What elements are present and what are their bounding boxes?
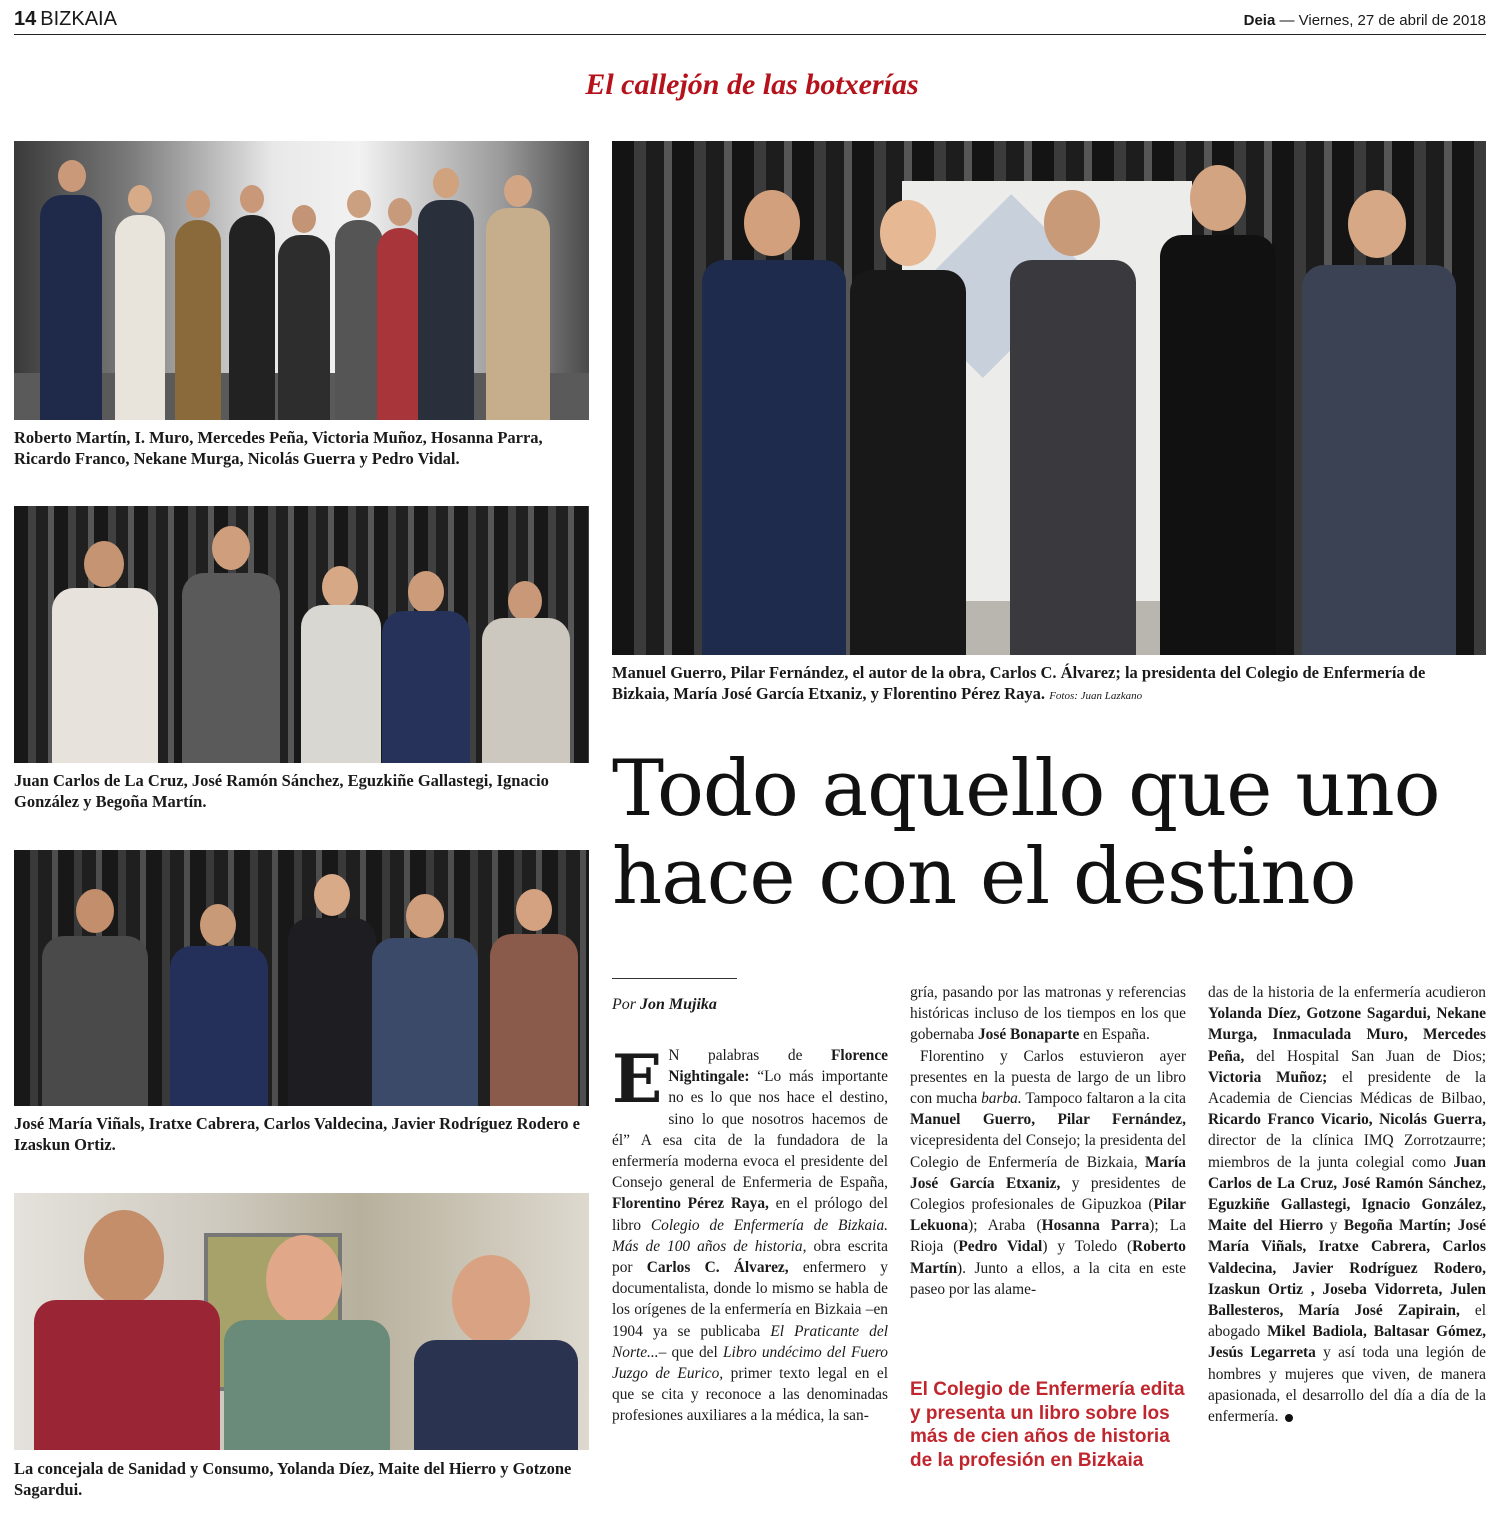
page-number: 14 [14,8,37,30]
photo-credit: Fotos: Juan Lazkano [1049,690,1143,702]
photo-3-caption: José María Viñals, Iratxe Cabrera, Carlos Valdecina, Javier Rodríguez Rodero e Izaskun Ortiz. [14,1114,580,1154]
photo-main-caption-text: Manuel Guerro, Pilar Fernández, el autor de la obra, Carlos C. Álvarez; la presidenta del Colegio de Enfermería de Bizkaia, María José García Etxaniz, y Florentino Pérez Raya. [612,663,1426,703]
article-headline: Todo aquello que uno hace con el destino [612,744,1440,922]
pull-quote: El Colegio de Enfermería edita y presenta un libro sobre los más de cien años de historia de la profesión en Bizkaia [910,1379,1185,1471]
photo-2-caption: Juan Carlos de La Cruz, José Ramón Sánchez, Eguzkiñe Gallastegi, Ignacio González y Begoña Martín. [14,771,549,811]
photo-1-caption: Roberto Martín, I. Muro, Mercedes Peña, Victoria Muñoz, Hosanna Parra, Ricardo Franco, Nekane Murga, Nicolás Guerra y Pedro Vidal. [14,428,543,468]
page-section-label [14,8,117,31]
drop-cap: E [612,1040,663,1118]
photo-group-3 [14,850,589,1106]
article-column-1: E N palabras de Florence Nightingale: “Lo más importante no es lo que nos hace el destino, sino lo que nosotros hacemos de él” A esa cita de la fundadora de la enfermería moderna evoca el presidente del Consejo general de Enfermeria de España, Florentino Pérez Raya, en el prólogo del libro Colegio de Enfermería de Bizkaia. Más de 100 años de historia, obra escrita por Carlos C. Álvarez, enfermero y documentalista, donde lo mismo se habla de los orígenes de la enfermería en Bizkaia –en 1904 ya se publicaba El Praticante del Norte...– que del Libro undécimo del Fuero Juzgo de Eurico, primer texto legal en el que se cita y reconoce a las denominadas profesiones auxiliares a la médica, la san- [612,1040,889,1425]
byline [612,996,717,1014]
photo-group-1 [14,141,589,420]
byline-author: Jon Mujika [640,996,717,1013]
photo-main [612,141,1486,655]
article-column-3: das de la historia de la enfermería acudieron Yolanda Díez, Gotzone Sagardui, Nekane Murga, Inmaculada Muro, Mercedes Peña, del Hospital San Juan de Dios; Victoria Muñoz; el presidente de la Academia de Ciencias Médicas de Bilbao, Ricardo Franco Vicario, Nicolás Guerra, director de la clínica IMQ Zorrotzaurre; miembros de la junta colegial como Juan Carlos de La Cruz, José Ramón Sánchez, Eguzkiñe Gallastegi, Ignacio González, Maite del Hierro y Begoña Martín; José María Viñals, Iratxe Cabrera, Carlos Valdecina, Javier Rodríguez Rodero, Izaskun Ortiz , Joseba Vidorreta, Julen Ballesteros, María José Zapirain, el abogado Mikel Badiola, Baltasar Gómez, Jesús Legarreta y así toda una legión de hombres y mujeres que viven, de manera apasionada, el desarrollo del día a día de la enfermería. [1208,984,1486,1426]
section-title: El callejón de las botxerías [585,68,919,101]
photo-4-caption: La concejala de Sanidad y Consumo, Yolanda Díez, Maite del Hierro y Gotzone Sagardui. [14,1459,572,1499]
issue-date: — Viernes, 27 de abril de 2018 [1279,12,1486,29]
photo-group-4 [14,1193,589,1450]
end-mark [1285,1414,1293,1422]
publication-date [1244,12,1486,29]
byline-rule [612,978,737,979]
article-column-2: gría, pasando por las matronas y referencias históricas incluso de los tiempos en los que gobernaba José Bonaparte en España. Florentino y Carlos estuvieron ayer presentes en la puesta de largo de un libro con mucha barba. Tampoco faltaron a la cita Manuel Guerro, Pilar Fernández, vicepresidenta del Consejo; la presidenta del Colegio de Enfermería de Bizkaia, María José García Etxaniz, y presidentes de Colegios profesionales de Gipuzkoa (Pilar Lekuona); Araba (Hosanna Parra); La Rioja (Pedro Vidal) y Toledo (Roberto Martín). Junto a ellos, a la cita en este paseo por las alame- [910,984,1187,1298]
byline-prefix: Por [612,996,636,1013]
photo-main-caption [612,662,1486,707]
section-name: BIZKAIA [40,8,117,30]
page-header [14,6,1486,35]
photo-group-2 [14,506,589,763]
publication-name: Deia [1243,12,1276,29]
